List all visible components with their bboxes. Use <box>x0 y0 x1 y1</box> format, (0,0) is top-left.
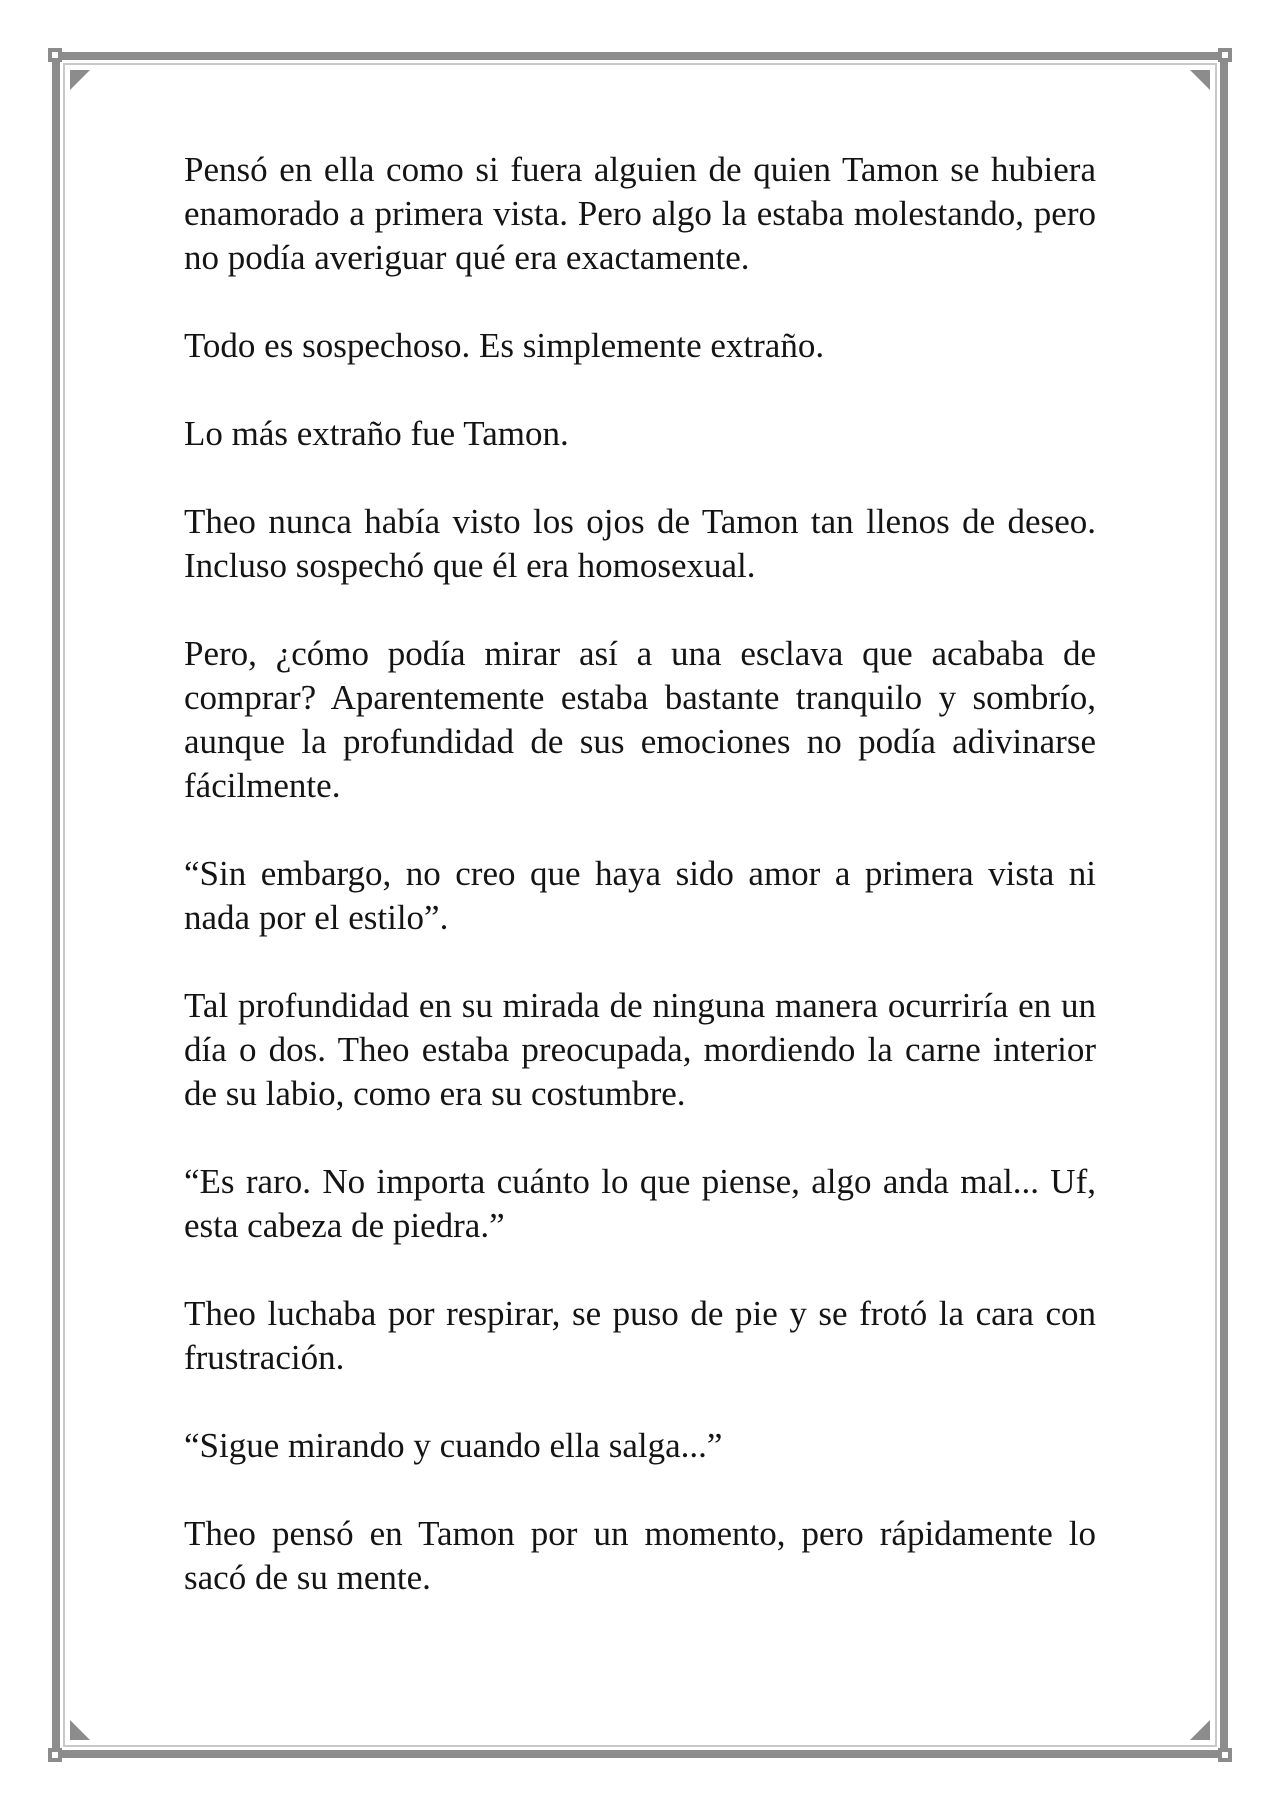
paragraph-11: Theo pensó en Tamon por un momento, pero rápidamente lo sacó de su mente. <box>184 1514 1096 1597</box>
paragraph-5: Pero, ¿cómo podía mirar así a una esclava que acababa de comprar? Aparentemente estaba bastante tranquilo y sombrío, aunque la profundidad de sus emociones no podía adivinarse fácilmente. <box>184 634 1096 805</box>
paragraph-3: Lo más extraño fue Tamon. <box>184 414 569 453</box>
paragraph-10: “Sigue mirando y cuando ella salga...” <box>184 1426 723 1465</box>
paragraph-7: Tal profundidad en su mirada de ninguna manera ocurriría en un día o dos. Theo estaba preocupada, mordiendo la carne interior de su labio, como era su costumbre. <box>184 986 1096 1113</box>
paragraph-4: Theo nunca había visto los ojos de Tamon tan llenos de deseo. Incluso sospechó que él era homosexual. <box>184 502 1096 585</box>
document-body <box>184 148 1096 1644</box>
paragraph-8: “Es raro. No importa cuánto lo que piense, algo anda mal... Uf, esta cabeza de piedra.” <box>184 1162 1096 1245</box>
paragraph-2: Todo es sospechoso. Es simplemente extraño. <box>184 326 825 365</box>
paragraph-6: “Sin embargo, no creo que haya sido amor a primera vista ni nada por el estilo”. <box>184 854 1096 937</box>
paragraph-1: Pensó en ella como si fuera alguien de quien Tamon se hubiera enamorado a primera vista. Pero algo la estaba molestando, pero no podía averiguar qué era exactamente. <box>184 150 1096 277</box>
paragraph-9: Theo luchaba por respirar, se puso de pie y se frotó la cara con frustración. <box>184 1294 1096 1377</box>
